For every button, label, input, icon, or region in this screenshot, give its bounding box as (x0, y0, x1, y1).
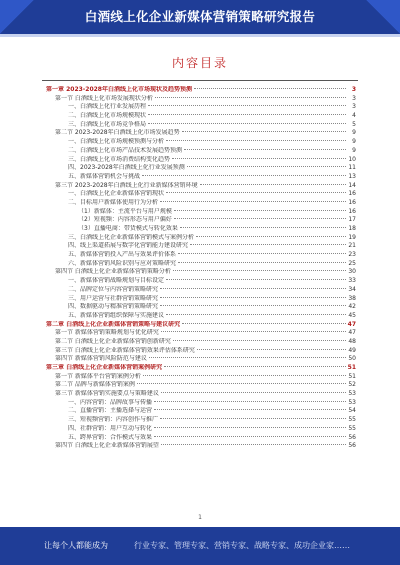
toc-leader-dots (148, 105, 346, 106)
toc-entry-page: 47 (347, 320, 356, 328)
toc-entry[interactable] (46, 347, 356, 356)
toc-leader-dots (182, 131, 346, 132)
toc-entry-page: 50 (348, 355, 356, 363)
toc-leader-dots (164, 366, 346, 367)
toc-entry-text: 五、新媒体营销组织保障与实施建议 (68, 311, 165, 319)
toc-entry[interactable] (46, 373, 356, 382)
toc-leader-dots (174, 210, 346, 211)
toc-leader-dots (180, 227, 346, 228)
toc-leader-dots (161, 444, 346, 445)
toc-leader-dots (173, 270, 346, 271)
header-corner-left (0, 0, 34, 34)
toc-entry-page: 49 (348, 346, 356, 354)
toc-entry-text: 二、目标用户新媒体使用行为分析 (68, 198, 159, 206)
toc-entry-page: 16 (348, 207, 356, 215)
toc-entry[interactable] (46, 303, 356, 312)
toc-leader-dots (160, 297, 346, 298)
toc-entry-text: 二、白酒线上化市场规模现状 (68, 112, 147, 120)
toc-entry[interactable] (46, 312, 356, 321)
toc-entry-text: 六、新媒体营销风险识别与应对策略研究 (68, 259, 177, 267)
toc-entry-text: 第一节 白酒线上化市场发展现状分析 (55, 94, 153, 102)
toc-entry[interactable] (46, 147, 356, 156)
toc-entry-text: 一、内容营销：品牌故事与传播 (68, 398, 153, 406)
toc-entry-page: 47 (348, 329, 356, 337)
toc-chapter-entry[interactable] (46, 321, 356, 330)
toc-leader-dots (166, 279, 346, 280)
toc-entry-page: 51 (348, 372, 356, 380)
toc-entry-text: 第二章 白酒线上化企业新媒体营销策略与建议研究 (46, 320, 181, 328)
toc-leader-dots (160, 288, 346, 289)
toc-leader-dots (160, 305, 346, 306)
toc-entry-text: 第一节 新媒体营销策略规划与优化研究 (55, 329, 159, 337)
toc-entry-text: （3）直播电商：带货模式与转化效果 (78, 225, 178, 232)
toc-entry-text: 三、短视频营销：内容创作与推广 (68, 416, 159, 424)
toc-entry-page: 9 (352, 129, 356, 137)
toc-entry-page: 17 (348, 216, 356, 224)
toc-entry[interactable] (46, 95, 356, 104)
toc-entry[interactable] (46, 103, 356, 112)
toc-entry[interactable] (46, 407, 356, 416)
toc-entry[interactable] (46, 208, 356, 217)
toc-leader-dots (154, 436, 346, 437)
toc-entry[interactable] (46, 216, 356, 225)
toc-entry[interactable] (46, 442, 356, 451)
toc-entry[interactable] (46, 112, 356, 121)
toc-entry[interactable] (46, 338, 356, 347)
toc-entry-text: 第一节 新媒体平台营销案例分析 (55, 372, 141, 380)
toc-entry[interactable] (46, 329, 356, 338)
toc-leader-dots (154, 427, 346, 428)
toc-leader-dots (142, 175, 346, 176)
toc-leader-dots (137, 383, 346, 384)
toc-entry-text: 一、白酒线上化行业发展历程 (68, 103, 147, 111)
toc-entry-page: 3 (352, 103, 356, 111)
toc-entry-text: 第一章 2023-2028年白酒线上化市场现状及趋势预测 (46, 86, 192, 93)
toc-entry-page: 16 (348, 198, 356, 206)
toc-heading-rule (42, 80, 358, 81)
toc-entry-text: 一、白酒线上化企业新媒体营销现状 (68, 190, 165, 198)
toc-leader-dots (161, 392, 346, 393)
toc-entry-page: 42 (348, 303, 356, 311)
toc-entry[interactable] (46, 138, 356, 147)
toc-entry-text: 一、白酒线上化市场规模预测与分析 (68, 138, 165, 146)
toc-entry-text: 五、跨界营销：合作模式与效果 (68, 433, 153, 441)
toc-entry-page: 18 (348, 225, 356, 232)
toc-entry-page: 9 (352, 138, 356, 146)
toc-entry[interactable] (46, 355, 356, 364)
toc-entry-page: 14 (348, 181, 356, 189)
toc-chapter-entry[interactable] (46, 86, 356, 95)
toc-entry-page: 11 (348, 164, 356, 172)
toc-entry[interactable] (46, 277, 356, 286)
toc-entry-text: 三、用户运营与社群营销策略研究 (68, 294, 159, 302)
toc-entry-page: 16 (348, 190, 356, 198)
toc-entry-page: 34 (348, 285, 356, 293)
toc-entry-page: 4 (352, 112, 356, 120)
toc-entry[interactable] (46, 268, 356, 277)
toc-entry-text: 第四节 新媒体营销风险防范与建议 (55, 355, 147, 363)
toc-entry[interactable] (46, 242, 356, 251)
toc-entry-page: 56 (348, 442, 356, 450)
table-of-contents (46, 86, 356, 451)
toc-entry[interactable] (46, 173, 356, 182)
toc-entry-text: 五、新媒体营销机会与挑战 (68, 172, 141, 180)
toc-leader-dots (148, 123, 346, 124)
toc-entry-text: 三、白酒线上化市场消费结构变化趋势 (68, 155, 171, 163)
toc-leader-dots (148, 114, 346, 115)
toc-entry-text: 第二节 2023-2028年白酒线上化市场发展趋势 (55, 129, 180, 137)
toc-leader-dots (194, 88, 346, 89)
toc-entry-page: 9 (352, 146, 356, 154)
toc-entry-text: 第三节 白酒线上化企业新媒体营销效果评估体系研究 (55, 346, 195, 354)
toc-entry[interactable] (46, 121, 356, 130)
toc-entry-page: 48 (348, 337, 356, 345)
toc-entry-text: 三、白酒线上化市场竞争格局 (68, 120, 147, 128)
toc-entry-page: 30 (348, 268, 356, 276)
toc-entry[interactable] (46, 381, 356, 390)
toc-entry-page: 56 (348, 433, 356, 441)
toc-entry-text: 第四节 白酒线上化企业新媒体营销展望 (55, 442, 159, 450)
toc-entry[interactable] (46, 390, 356, 399)
toc-leader-dots (172, 158, 346, 159)
toc-chapter-entry[interactable] (46, 364, 356, 373)
toc-entry-page: 10 (348, 155, 356, 163)
toc-entry[interactable] (46, 199, 356, 208)
toc-entry-page: 23 (348, 251, 356, 259)
toc-entry-text: 第二节 品牌与新媒体营销案例 (55, 381, 135, 389)
footer-bar (0, 527, 400, 565)
footer-roles: 行业专家、管理专家、营销专家、战略专家、成功企业家…… (134, 541, 350, 550)
toc-entry-text: 第二节 白酒线上化企业新媒体营销创新研究 (55, 337, 171, 345)
toc-leader-dots (173, 340, 346, 341)
toc-entry-page: 3 (352, 94, 356, 102)
toc-entry-text: 第三节 新媒体营销实施要点与策略建议 (55, 390, 159, 398)
toc-entry-page: 3 (351, 86, 356, 93)
toc-entry[interactable] (46, 260, 356, 269)
toc-leader-dots (166, 192, 346, 193)
toc-leader-dots (155, 97, 346, 98)
toc-entry[interactable] (46, 164, 356, 173)
toc-entry-page: 19 (348, 233, 356, 241)
toc-entry-page: 53 (348, 398, 356, 406)
toc-entry-text: 五、新媒体营销投入产出与效果评价体系 (68, 251, 177, 259)
toc-leader-dots (160, 201, 346, 202)
toc-entry-text: 第三章 白酒线上化企业新媒体营销案例研究 (46, 364, 163, 371)
report-header-bar (0, 0, 400, 34)
header-corner-right (366, 0, 400, 34)
toc-leader-dots (200, 184, 346, 185)
toc-leader-dots (161, 331, 346, 332)
toc-leader-dots (196, 236, 346, 237)
toc-heading: 内容目录 (171, 56, 228, 70)
toc-leader-dots (149, 357, 346, 358)
toc-leader-dots (154, 409, 346, 410)
toc-entry-text: （2）短视频：内容形态与用户偏好 (78, 216, 172, 224)
header-accent-line (0, 34, 400, 37)
toc-entry-page: 21 (348, 242, 356, 250)
toc-leader-dots (154, 401, 346, 402)
toc-leader-dots (166, 314, 346, 315)
toc-entry[interactable] (46, 234, 356, 243)
toc-entry-page: 54 (348, 407, 356, 415)
toc-entry-page: 38 (348, 294, 356, 302)
toc-entry-page: 33 (348, 277, 356, 285)
toc-leader-dots (174, 218, 346, 219)
toc-entry-text: 四、2023-2028年白酒线上化行业发展预测 (68, 164, 185, 172)
toc-entry-text: 二、直播营销：主播选择与运营 (68, 407, 153, 415)
toc-entry-text: 四、社群营销：用户互动与转化 (68, 424, 153, 432)
toc-entry-page: 13 (348, 172, 356, 180)
toc-entry[interactable] (46, 251, 356, 260)
toc-entry-page: 25 (348, 259, 356, 267)
toc-entry[interactable] (46, 182, 356, 191)
toc-entry-text: （1）新媒体：主流平台与用户规模 (78, 207, 172, 215)
toc-entry[interactable] (46, 295, 356, 304)
toc-entry-text: 三、白酒线上化企业新媒体营销模式与案例分析 (68, 233, 195, 241)
toc-leader-dots (160, 418, 346, 419)
footer-slogan: 让每个人都能成为 (44, 541, 108, 550)
toc-entry[interactable] (46, 286, 356, 295)
toc-leader-dots (178, 253, 346, 254)
toc-leader-dots (182, 323, 346, 324)
toc-entry-page: 51 (347, 364, 356, 371)
toc-entry-text: 二、白酒线上化市场产品技术发展趋势预测 (68, 146, 183, 154)
toc-entry-page: 45 (348, 311, 356, 319)
toc-entry-text: 二、品牌定位与内容营销策略研究 (68, 285, 159, 293)
toc-entry[interactable] (46, 190, 356, 199)
toc-leader-dots (197, 349, 346, 350)
toc-leader-dots (184, 149, 346, 150)
toc-leader-dots (143, 375, 346, 376)
toc-entry-page: 55 (348, 416, 356, 424)
toc-entry-page: 55 (348, 424, 356, 432)
toc-entry[interactable] (46, 156, 356, 165)
toc-entry-page: 5 (352, 120, 356, 128)
toc-entry[interactable] (46, 425, 356, 434)
toc-leader-dots (178, 262, 346, 263)
toc-leader-dots (166, 140, 346, 141)
toc-entry[interactable] (46, 434, 356, 443)
toc-entry-page: 53 (348, 390, 356, 398)
toc-entry-text: 第三节 2023-2028年白酒线上化行业新媒体营销环境 (55, 181, 198, 189)
page-number: 1 (198, 514, 202, 521)
toc-entry[interactable] (46, 225, 356, 234)
toc-entry-text: 四、数据驱动与精准营销策略研究 (68, 303, 159, 311)
toc-leader-dots (190, 244, 346, 245)
toc-entry-text: 第四节 白酒线上化企业新媒体营销策略分析 (55, 268, 171, 276)
toc-leader-dots (187, 166, 346, 167)
toc-entry[interactable] (46, 129, 356, 138)
toc-entry-text: 一、新媒体营销战略规划与目标设定 (68, 277, 165, 285)
toc-entry-page: 52 (348, 381, 356, 389)
toc-entry[interactable] (46, 399, 356, 408)
toc-entry[interactable] (46, 416, 356, 425)
report-title: 白酒线上化企业新媒体营销策略研究报告 (84, 9, 316, 24)
toc-entry-text: 四、线上渠道拓展与数字化营销能力建设研究 (68, 242, 189, 250)
